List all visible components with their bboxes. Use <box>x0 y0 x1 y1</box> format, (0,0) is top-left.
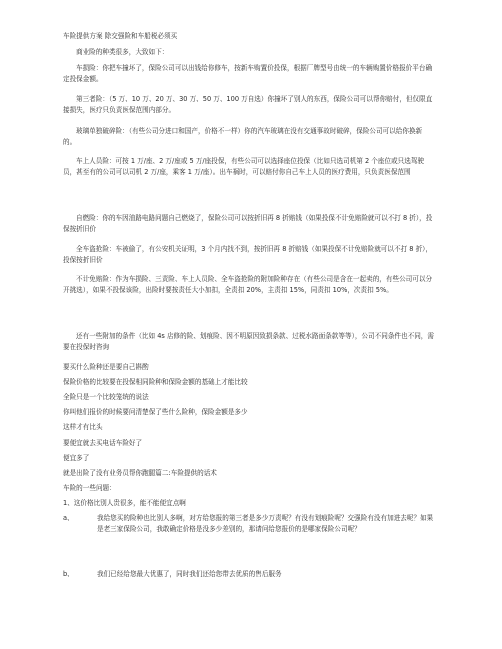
note-line: 要便宜就去买电话车险好了 <box>63 439 143 447</box>
list-item: 1、这价格比别人贵很多，能不能便宜点啊 <box>63 499 186 507</box>
deductible-paragraph: 不计免赔险：作为车损险、三责险、车上人员险、全车盗抢险的附加险种存在（有些公司是含在一起卖的，有些公司可以分开挑选），如果不投保该险，出险时要按责任大小加扣，全责扣 20%，主责扣 15%，同责扣 10%，次责扣 5%。 <box>63 275 433 295</box>
note-line: 就是出险了没有业务员帮你跑腿篇二:车险提供的话术 <box>63 469 217 477</box>
section-heading: 车险的一些问题： <box>63 484 116 492</box>
note-line: 全险只是一个比较笼统的说法 <box>63 393 149 401</box>
note-line: 便宜多了 <box>63 454 90 462</box>
third-party-paragraph: 第三者险：（5 万、10 万、20 万、30 万、50 万、100 万自选）你撞坏了别人的东西，保险公司可以帮你赔付，但仅限直接损失，医疗只负责医保范围内部分。 <box>63 95 433 115</box>
passenger-paragraph: 车上人员险：可按 1 万/座、2 万/座或 5 万/座投保，有些公司可以选择座位投保（比如只选司机第 2 个座位或只选驾驶员，甚至有的公司可以司机 2 万/座，乘客 1 万/座）。出车祸时，可以赔付你自己车上人员的医疗费用，只负责医保范围 <box>63 157 425 177</box>
self-ignition-paragraph: 自燃险：你的车因油路电路问题自己燃烧了，保险公司可以按折旧再 8 折赔钱（如果投保不计免赔险就可以不打 8 折），投保按折旧价 <box>63 214 433 234</box>
list-marker: a、 <box>63 514 74 522</box>
theft-paragraph: 全车盗抢险：车被偷了，有公安机关证明，3 个月内找不到，按折旧再 8 折赔钱（如果投保不计免赔险就可以不打 8 折），投保按折旧价 <box>63 245 433 265</box>
car-damage-paragraph: 车损险：你把车撞坏了，保险公司可以出钱给你修车，按新车购置价投保，根据厂牌型号由统一的车辆购置价格报价平台确定投保金额。 <box>63 64 433 84</box>
list-item: 我们已经给您最大优惠了，同时我们还给您带去优质的售后服务 <box>97 570 282 578</box>
other-terms-paragraph: 还有一些附加的条件（比如 4s 店修的险、划痕险、因不明原因致损条款、过税水路面条款等等），公司不同条件也不同，需要在投保时咨询 <box>63 332 434 352</box>
glass-paragraph: 玻璃单独破碎险：（有些公司分进口和国产，价格不一样）你的汽车玻璃在没有交通事故时破碎，保险公司可以给你换新的。 <box>63 127 423 147</box>
list-marker: b、 <box>63 570 74 578</box>
document-title: 车险提供方案 除交强险和车船税必须买 <box>63 32 178 40</box>
list-item: 我给您买的险种也比别人多啊，对方给您报的第三者是多少万责呢？有没有划痕险呢？交强险有没有加进去呢？如果是老三家保险公司，我敢确定价格是没多少差别的，那请问给您报价的是哪家保险公司呢？ <box>97 514 434 534</box>
note-line: 这样才有比头 <box>63 423 103 431</box>
note-line: 保险价格的比较要在投保相同险种和保险金额的基础上才能比较 <box>63 378 248 386</box>
note-line: 要买什么险种还是要自己斟酌 <box>63 363 149 371</box>
intro-paragraph: 商业险的种类很多，大致如下： <box>76 48 169 56</box>
note-line: 你叫他们报价的时候要问清楚保了些什么险种，保险金额是多少 <box>63 408 248 416</box>
